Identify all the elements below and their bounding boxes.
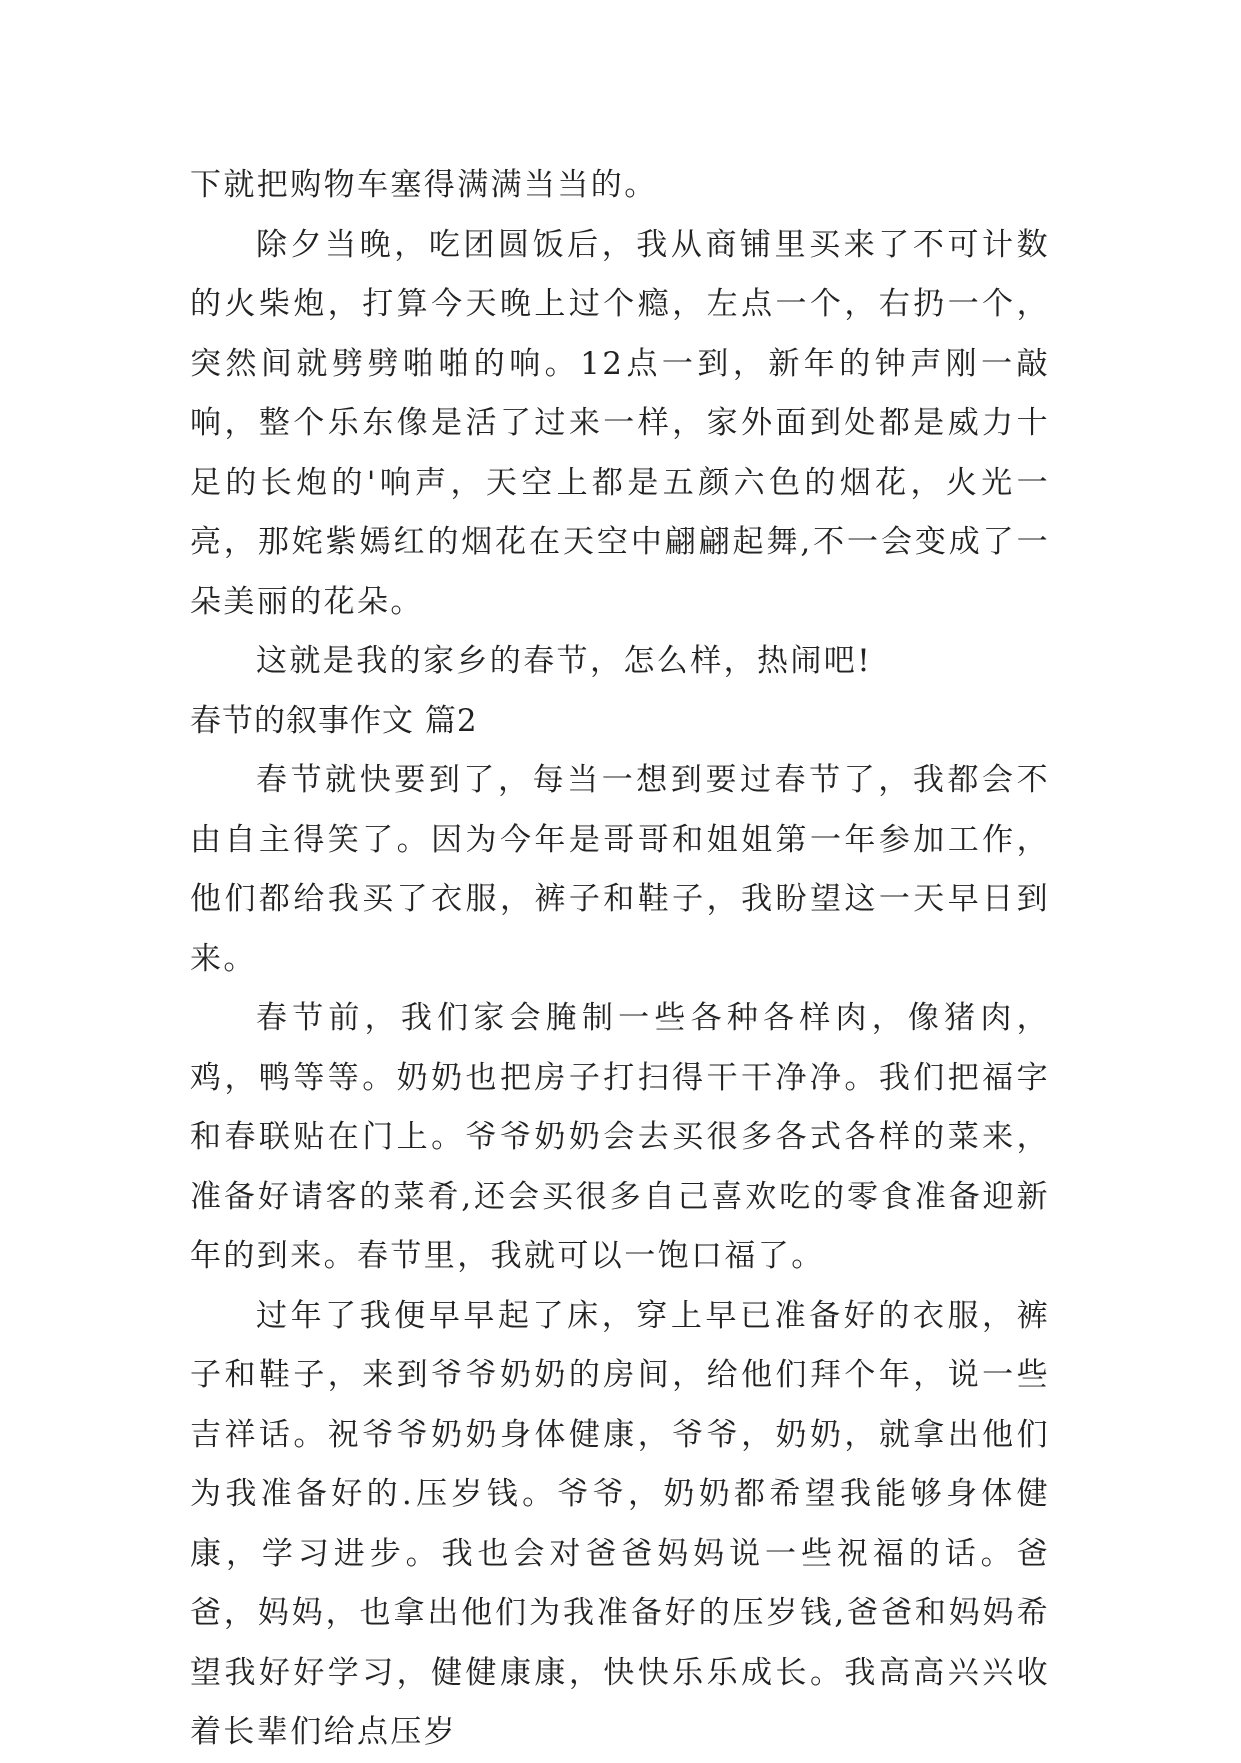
document-page	[190, 156, 1050, 1763]
section-heading: 春节的叙事作文 篇2	[190, 702, 478, 739]
paragraph-new-year-eve: 除夕当晚，吃团圆饭后，我从商铺里买来了不可计数的火柴炮，打算今天晚上过个瘾，左点一个，右扔一个，突然间就劈劈啪啪的响。12点一到，新年的钟声刚一敲响，整个乐东像是活了过来一样，家外面到处都是威力十足的长炮的'响声，天空上都是五颜六色的烟花，火光一亮，那姹紫嫣红的烟花在天空中翩翩起舞,不一会变成了一朵美丽的花朵。	[190, 226, 1050, 620]
paragraph-new-year-greetings: 过年了我便早早起了床，穿上早已准备好的衣服，裤子和鞋子，来到爷爷奶奶的房间，给他们拜个年，说一些吉祥话。祝爷爷奶奶身体健康，爷爷，奶奶，就拿出他们为我准备好的.压岁钱。爷爷，奶奶都希望我能够身体健康，学习进步。我也会对爸爸妈妈说一些祝福的话。爸爸，妈妈，也拿出他们为我准备好的压岁钱,爸爸和妈妈希望我好好学习，健健康康，快快乐乐成长。我高高兴兴收着长辈们给点压岁	[190, 1297, 1050, 1750]
paragraph-continuation: 下就把购物车塞得满满当当的。	[190, 167, 658, 203]
paragraph-conclusion: 这就是我的家乡的春节，怎么样，热闹吧!	[256, 643, 873, 679]
paragraph-preparations: 春节前，我们家会腌制一些各种各样肉，像猪肉，鸡，鸭等等。奶奶也把房子打扫得干干净净。我们把福字和春联贴在门上。爷爷奶奶会去买很多各式各样的菜来，准备好请客的菜肴,还会买很多自己喜欢吃的零食准备迎新年的到来。春节里，我就可以一饱口福了。	[190, 1000, 1050, 1274]
paragraph-spring-festival-coming: 春节就快要到了，每当一想到要过春节了，我都会不由自主得笑了。因为今年是哥哥和姐姐第一年参加工作，他们都给我买了衣服，裤子和鞋子，我盼望这一天早日到来。	[190, 762, 1050, 977]
